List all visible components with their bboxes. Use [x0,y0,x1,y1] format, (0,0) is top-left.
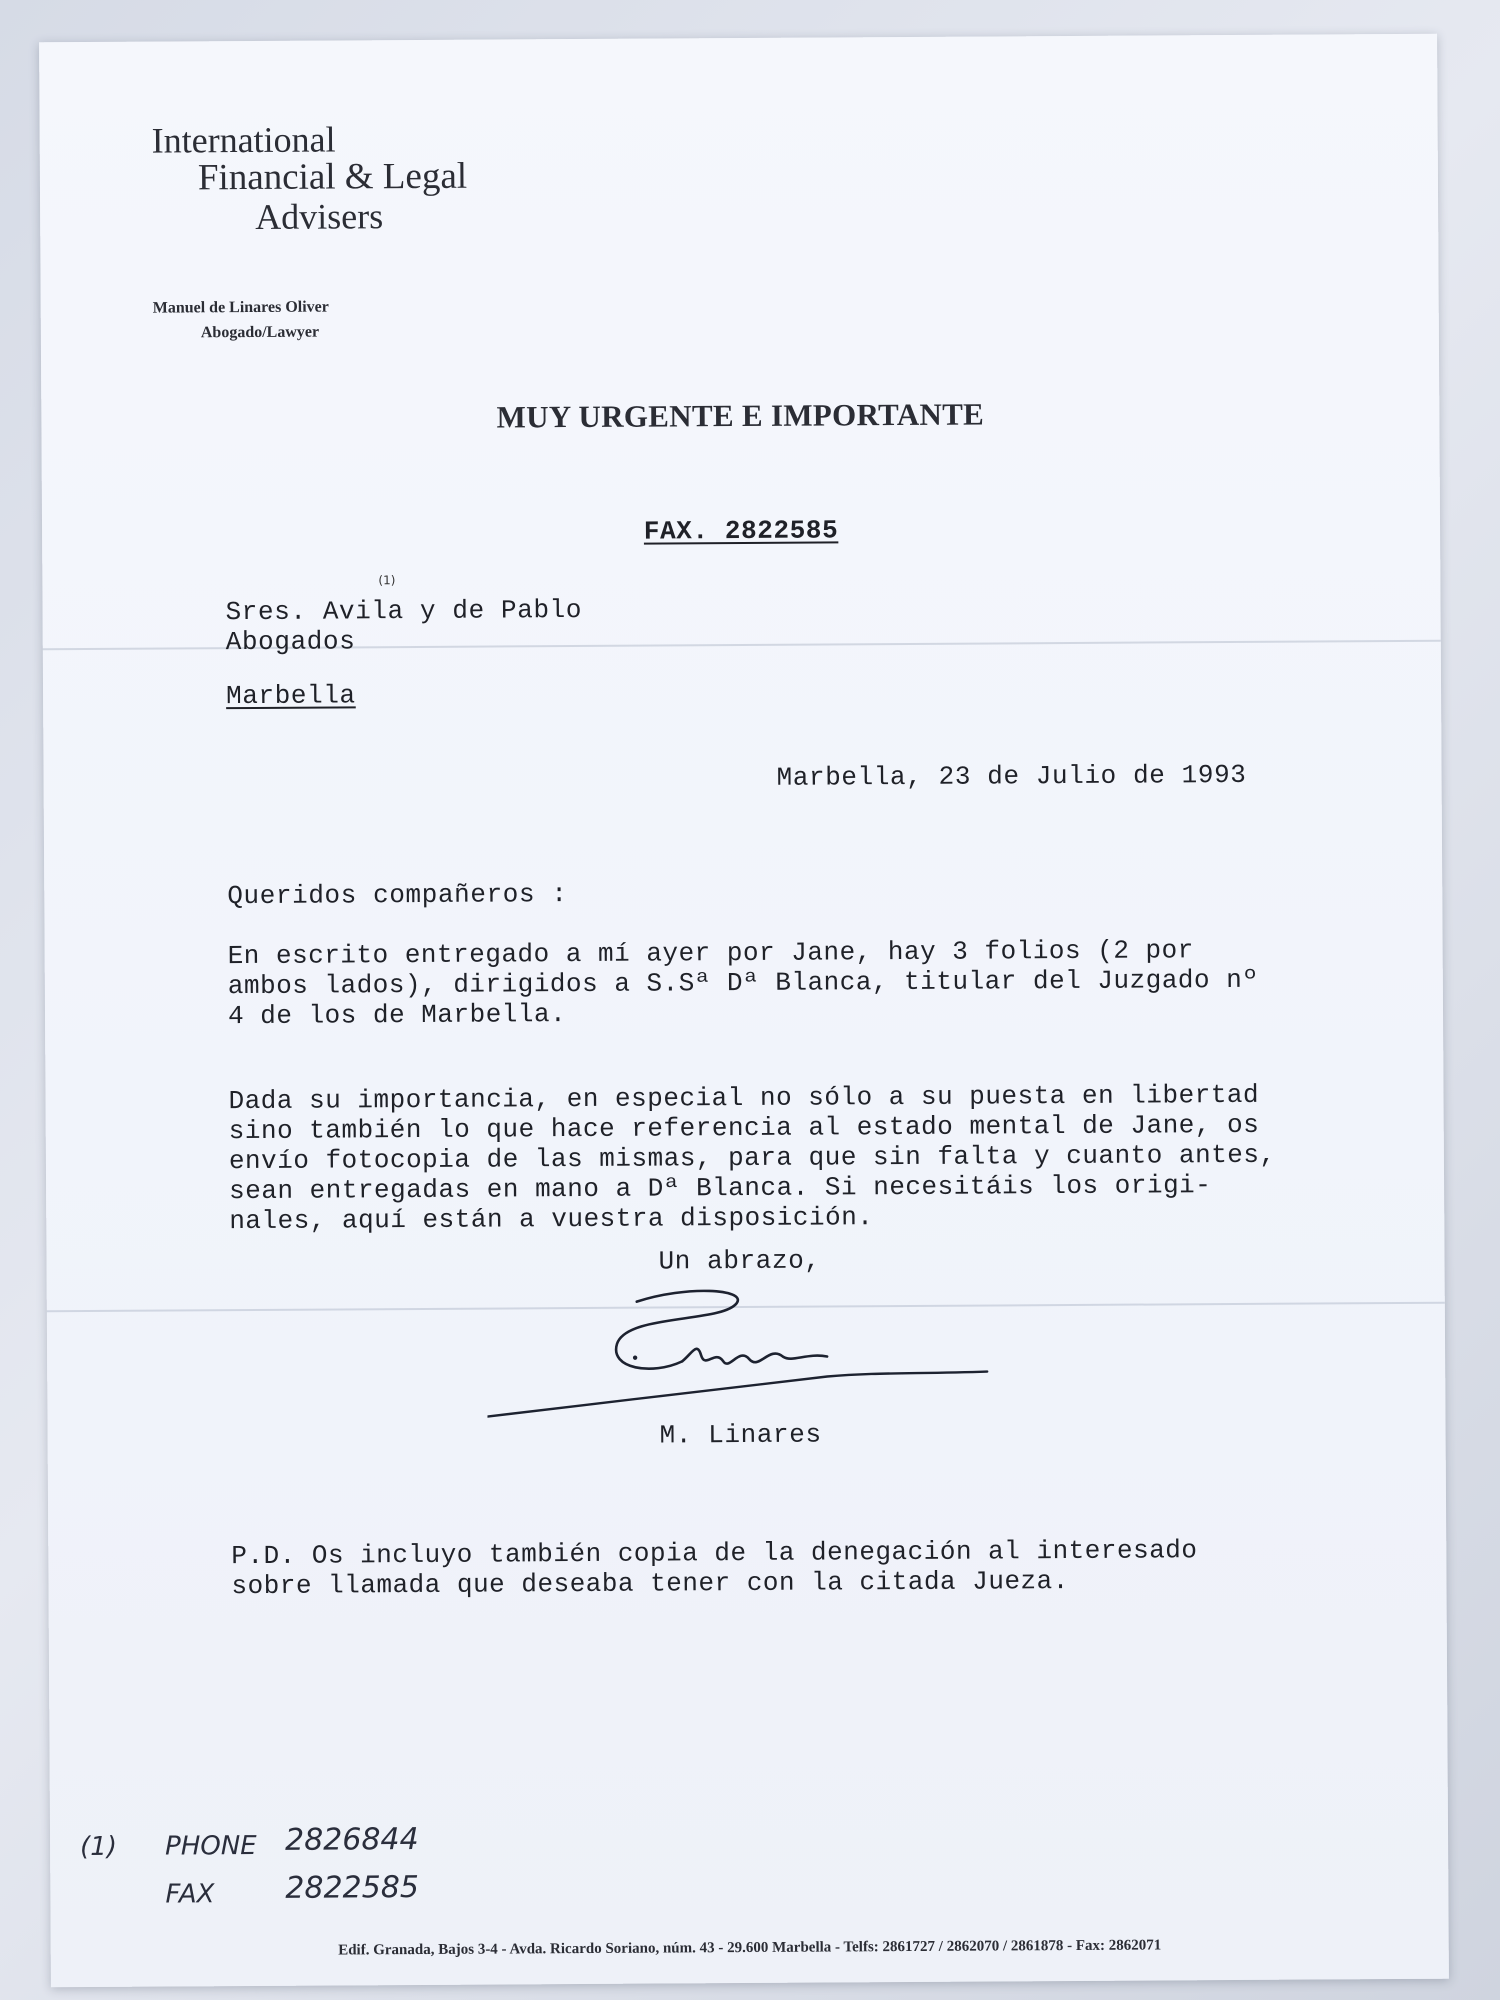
body-paragraph-1 [228,934,1329,1031]
letter-date: Marbella, 23 de Julio de 1993 [776,759,1247,793]
letterhead-line-2: Financial & Legal [197,155,468,199]
fax-number: FAX. 2822585 [643,515,839,547]
letter-sheet [39,34,1449,1988]
handwritten-fax-label: FAX [165,1879,215,1910]
signature-name: M. Linares [659,1419,822,1451]
recipient-line-2: Abogados [225,626,356,658]
footnote-mark: (1) [378,573,396,588]
paragraph-line: envío fotocopia de las mismas, para que sin falta y cuanto antes, [228,1139,1276,1177]
handwritten-mark: (1) [80,1831,118,1863]
recipient-line-1: Sres. Avila y de Pablo [225,594,583,628]
letterhead-footer: Edif. Granada, Bajos 3-4 - Avda. Ricardo Soriano, núm. 43 - 29.600 Marbella - Telfs: 2861727 / 2862070 / 2861878 - Fax: 2862071 [338,1937,1162,1959]
paragraph-line: P.D. Os incluyo también copia de la denegación al interesado [231,1535,1198,1572]
handwritten-phone-number: 2826844 [284,1822,419,1858]
paragraph-line: Dada su importancia, en especial no sólo a su puesta en libertad [228,1079,1260,1117]
signature [487,1281,1008,1424]
handwritten-fax-number: 2822585 [285,1870,420,1906]
postscript [231,1534,1331,1601]
lawyer-title: Abogado/Lawyer [200,323,320,342]
closing: Un abrazo, [658,1245,821,1277]
paragraph-line: En escrito entregado a mí ayer por Jane, hay 3 folios (2 por [227,935,1194,972]
recipient-city: Marbella [225,680,356,712]
paragraph-line: sobre llamada que deseaba tener con la citada Jueza. [231,1566,1069,1602]
lawyer-name: Manuel de Linares Oliver [152,298,329,317]
paragraph-line: 4 de los de Marbella. [227,999,567,1032]
letterhead-line-1: International [151,119,336,161]
letter-heading: MUY URGENTE E IMPORTANTE [496,396,985,435]
handwritten-phone-label: PHONE [165,1830,257,1862]
paragraph-line: sean entregadas en mano a Dª Blanca. Si necesitáis los origi- [229,1170,1212,1207]
paragraph-line: nales, aquí están a vuestra disposición. [229,1202,874,1237]
greeting: Queridos compañeros : [227,879,568,912]
letterhead-line-3: Advisers [255,196,384,237]
paragraph-line: sino también lo que hace referencia al estado mental de Jane, os [228,1109,1260,1147]
paragraph-line: ambos lados), dirigidos a S.Sª Dª Blanca, titular del Juzgado nº [227,964,1259,1002]
body-paragraph-2 [228,1079,1329,1236]
